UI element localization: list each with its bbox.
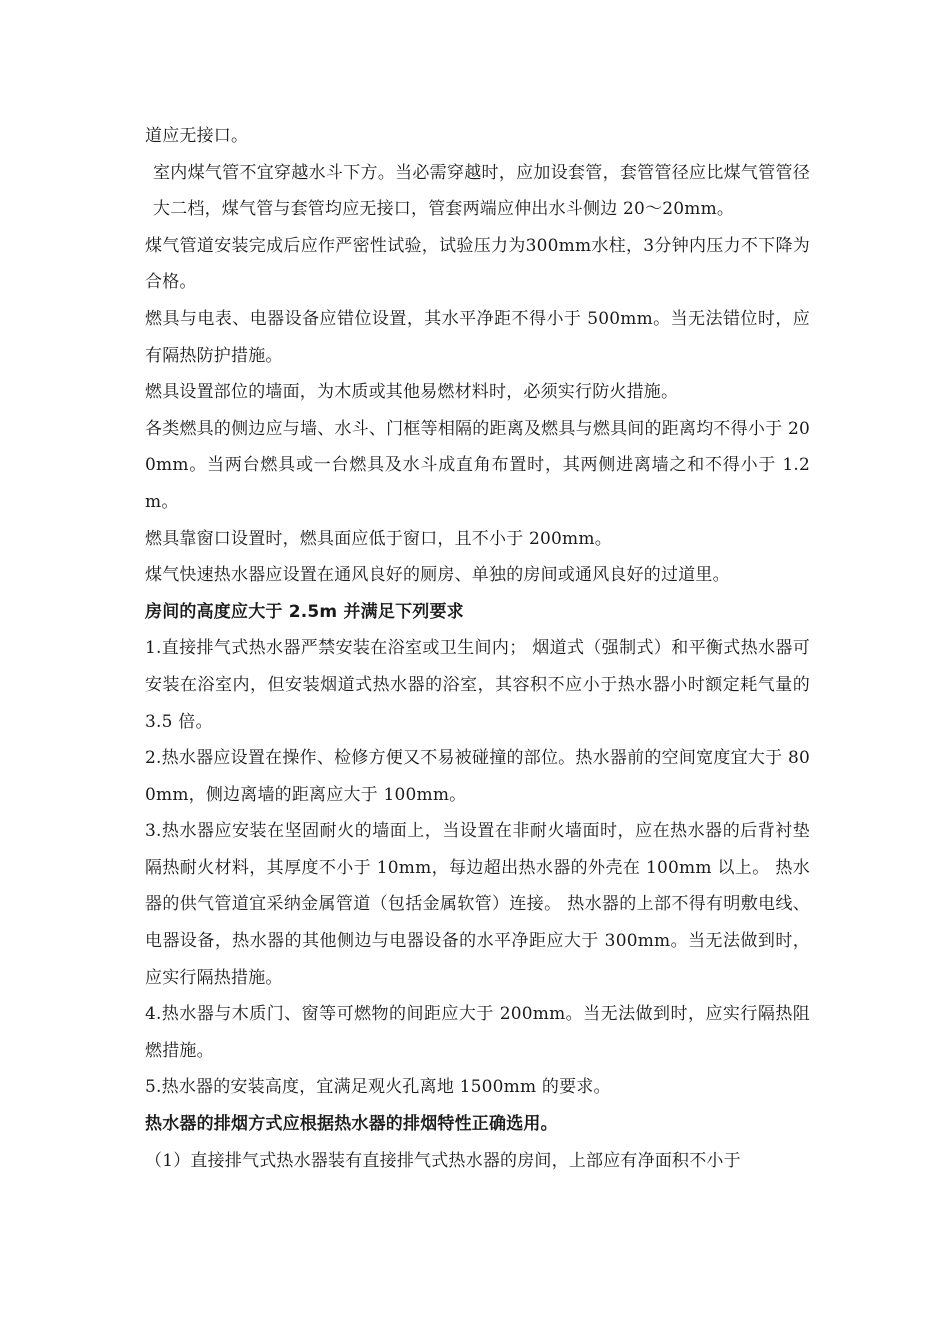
paragraph-6: 各类燃具的侧边应与墙、水斗、门框等相隔的距离及燃具与燃具间的距离均不得小于 200mm。当两台燃具或一台燃具及水斗成直角布置时，其两侧进离墙之和不得小于 1.2m。: [145, 418, 810, 512]
section-heading-exhaust: 热水器的排烟方式应根据热水器的排烟特性正确选用。: [145, 1114, 558, 1135]
paragraph-exhaust-1: （1）直接排气式热水器装有直接排气式热水器的房间，上部应有净面积不小于: [145, 1150, 741, 1171]
list-item-3: 3.热水器应安装在坚固耐火的墙面上，当设置在非耐火墙面时，应在热水器的后背衬垫隔热耐火材料，其厚度不小于 10mm，每边超出热水器的外壳在 100mm 以上。 热水器的供气管道宜采纳金属管道（包括金属软管）连接。 热水器的上部不得有明敷电线、电器设备，热水器的其他侧边与电器设备的水平净距应大于 300mm。当无法做到时，应实行隔热措施。: [145, 821, 810, 988]
document-body: [145, 118, 810, 1179]
list-item-4: 4.热水器与木质门、窗等可燃物的间距应大于 200mm。当无法做到时，应实行隔热阻燃措施。: [145, 1004, 810, 1061]
paragraph-1: 道应无接口。: [145, 126, 249, 146]
list-item-2: 2.热水器应设置在操作、检修方便又不易被碰撞的部位。热水器前的空间宽度宜大于 800mm，侧边离墙的距离应大于 100mm。: [145, 748, 810, 805]
section-heading-room-height: 房间的高度应大于 2.5m 并满足下列要求: [145, 601, 464, 622]
paragraph-4: 燃具与电表、电器设备应错位设置，其水平净距不得小于 500mm。当无法错位时，应有隔热防护措施。: [145, 308, 810, 366]
paragraph-3: 煤气管道安装完成后应作严密性试验，试验压力为300mm水柱，3分钟内压力不下降为合格。: [145, 235, 810, 293]
paragraph-2: 室内煤气管不宜穿越水斗下方。当必需穿越时，应加设套管，套管管径应比煤气管管径大二档，煤气管与套管均应无接口，管套两端应伸出水斗侧边 20～20mm。: [153, 162, 810, 220]
paragraph-8: 煤气快速热水器应设置在通风良好的厕房、单独的房间或通风良好的过道里。: [145, 565, 730, 586]
paragraph-7: 燃具靠窗口设置时，燃具面应低于窗口，且不小于 200mm。: [145, 528, 612, 549]
list-item-5: 5.热水器的安装高度，宜满足观火孔离地 1500mm 的要求。: [145, 1077, 611, 1098]
list-item-1: 1.直接排气式热水器严禁安装在浴室或卫生间内； 烟道式（强制式）和平衡式热水器可安装在浴室内，但安装烟道式热水器的浴室，其容积不应小于热水器小时额定耗气量的 3.5 倍。: [145, 638, 810, 732]
paragraph-5: 燃具设置部位的墙面，为木质或其他易燃材料时，必须实行防火措施。: [145, 382, 679, 403]
